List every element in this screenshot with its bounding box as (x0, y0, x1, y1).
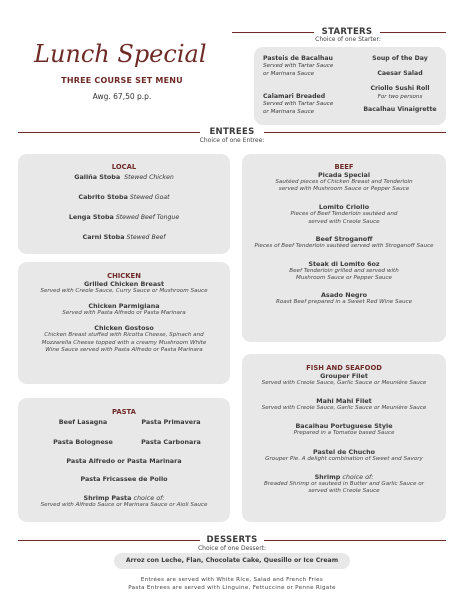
desserts-rule-left (18, 540, 200, 541)
chicken-title: CHICKEN (107, 272, 141, 280)
starter-name: Caesar Salad (377, 70, 423, 77)
starter-name: Bacalhau Vinaigrette (363, 106, 437, 113)
pasta-item-desc: Served with Alfredo Sauce or Marinara Sauce or Aioli Sauce (40, 502, 208, 508)
fish-item-name: Mahi Mahi Filet (316, 397, 372, 406)
pasta-item-name: Pasta Carbonara (141, 438, 201, 446)
beef-item-desc: Mushroom Sauce or Pepper Sauce (296, 275, 392, 282)
starter-name: Criollo Sushi Roll (370, 85, 430, 92)
fish-box (242, 354, 446, 522)
starter-desc: Served with Tartar Sauce (263, 101, 334, 107)
shrimp-item (242, 473, 446, 481)
entrees-title: ENTREES (209, 127, 255, 137)
entrees-heading (200, 127, 264, 137)
chicken-item-desc: Wine Sauce served with Pasta Alfredo or Pasta Marinara (45, 346, 203, 353)
beef-item-name: Steak di Lomito 6oz (308, 260, 380, 269)
fish-item-name: Shrimp (314, 472, 341, 481)
fish-item-desc: Prepared in a Tomatoe based Sauce (293, 430, 395, 437)
beef-item-desc: Sautéed pieces of Chicken Breast and Tenderloin (275, 179, 413, 185)
desserts-box (114, 553, 350, 569)
starters-title: STARTERS (321, 27, 373, 37)
local-box (18, 154, 230, 254)
beef-box (242, 154, 446, 342)
pasta-item-name: Pasta Alfredo or Pasta Marinara (66, 457, 182, 465)
desserts-rule-right (264, 540, 446, 541)
pasta-item-name: Pasta Bolognese (53, 438, 113, 446)
chicken-item-desc: Served with Pasta Alfredo or Pasta Marinara (62, 310, 186, 317)
lunch-special-title: Lunch Special (34, 40, 207, 68)
pasta-item-name: Beef Lasagna (58, 418, 108, 426)
chicken-item-name: Chicken Parmigiana (88, 302, 160, 311)
chicken-box (18, 262, 230, 384)
fish-item-desc: served with Creole Sauce (308, 488, 380, 495)
pasta-pair-row (18, 418, 230, 428)
fish-title: FISH AND SEAFOOD (306, 364, 382, 372)
set-menu-subtitle: THREE COURSE SET MENU (61, 76, 183, 85)
local-item: Galiña Stoba Stewed Chicken (74, 173, 174, 181)
desserts-items: Arroz con Leche, Flan, Chocolate Cake, Quesillo or Ice Cream (125, 557, 339, 564)
pasta-box (18, 398, 230, 522)
chicken-item-name: Chicken Gostoso (94, 324, 154, 333)
desserts-subtitle: Choice of one Dessert: (197, 545, 267, 552)
pasta-title: PASTA (112, 408, 136, 416)
entrees-subtitle: Choice of one Entree: (199, 137, 265, 144)
local-title: LOCAL (111, 163, 137, 171)
pasta-item-name: Pasta Primavera (141, 418, 201, 426)
starter-name: Pasteis de Bacalhau (263, 55, 333, 62)
price-text: Awg. 67,50 p.p. (92, 92, 152, 101)
fish-item-name: Pastel de Chucho (312, 447, 376, 456)
pasta-item-name: Shrimp Pasta (83, 494, 132, 502)
starters-rule-right (380, 32, 446, 33)
shrimp-pasta-item (18, 494, 230, 502)
fish-item-desc: Breaded Shrimp or sauteed in Butter and Garlic Sauce or (264, 480, 424, 487)
starter-desc: or Marinara Sauce (263, 70, 315, 77)
choice-of-text: choice of: (342, 472, 374, 481)
footer-note: Pasta Entrees are served with Linguine, Fettuccine or Penne Rigate (128, 585, 336, 591)
fish-item-desc: Served with Creole Sauce, Garlic Sauce or Meunière Sauce (261, 405, 427, 412)
starter-item (263, 55, 353, 78)
beef-item-name: Beef Stroganoff (315, 234, 373, 243)
local-item: Lenga Stoba Stewed Beef Tongue (68, 213, 180, 221)
beef-item-desc: Beef Tenderloin grilled and served with (289, 268, 399, 275)
beef-item-desc: Pieces of Beef Tenderloin sautéed served with Stroganoff Sauce (254, 242, 434, 249)
starter-name: Soup of the Day (372, 55, 428, 62)
footer-note: Entrées are served with White Rice, Salad and French Fries (140, 577, 324, 583)
starter-item (263, 93, 353, 116)
pasta-pair-row (18, 438, 230, 448)
beef-item-desc: served with Mushroom Sauce or Pepper Sauce (278, 186, 410, 193)
entrees-rule-right (264, 132, 446, 133)
local-item: Carni Stoba Stewed Beef (82, 233, 166, 241)
fish-item-desc: Grouper Pie. A delight combination of Sweet and Savory (265, 455, 423, 462)
pasta-item-name: Pasta Fricassee de Pollo (80, 475, 168, 483)
starter-name: Calamari Breaded (263, 93, 326, 100)
beef-item-desc: Roast Beef prepared in a Sweet Red Wine Sauce (275, 299, 413, 306)
chicken-item-desc: Chicken Breast stuffed with Ricotta Cheese, Spinach and (44, 332, 204, 339)
choice-of-text: choice of: (133, 494, 165, 502)
chicken-item-desc: Mozzarella Cheese topped with a creamy Mushroom White (41, 339, 207, 346)
starters-rule-left (232, 32, 314, 33)
starters-subtitle: Choice of one Starter: (315, 36, 381, 43)
desserts-title: DESSERTS (206, 535, 258, 545)
chicken-item-name: Grilled Chicken Breast (83, 280, 165, 288)
beef-item-name: Lomito Criollo (318, 203, 370, 212)
beef-item-name: Asado Negro (320, 291, 368, 300)
starters-box (254, 47, 446, 125)
starter-right-column (358, 55, 442, 114)
starter-desc: or Marinara Sauce (263, 108, 315, 115)
starter-desc: Served with Tartar Sauce (263, 63, 334, 69)
fish-item-name: Bacalhau Portuguese Style (295, 422, 393, 431)
starter-desc: For two persons (377, 94, 423, 100)
beef-item-desc: served with Creole Sauce (308, 218, 380, 225)
entrees-rule-left (18, 132, 200, 133)
local-item: Cabrito Stoba Stewed Goat (78, 193, 170, 201)
fish-item-name: Grouper Filet (320, 372, 368, 380)
fish-item-desc: Served with Creole Sauce, Garlic Sauce or Meunière Sauce (261, 380, 427, 386)
beef-title: BEEF (334, 163, 354, 171)
beef-item-name: Picada Special (317, 171, 371, 179)
beef-item-desc: Pieces of Beef Tenderloin sautéed and (290, 211, 398, 218)
desserts-heading (200, 535, 264, 545)
chicken-item-desc: Served with Creole Sauce, Curry Sauce or Mushroom Sauce (40, 288, 208, 294)
